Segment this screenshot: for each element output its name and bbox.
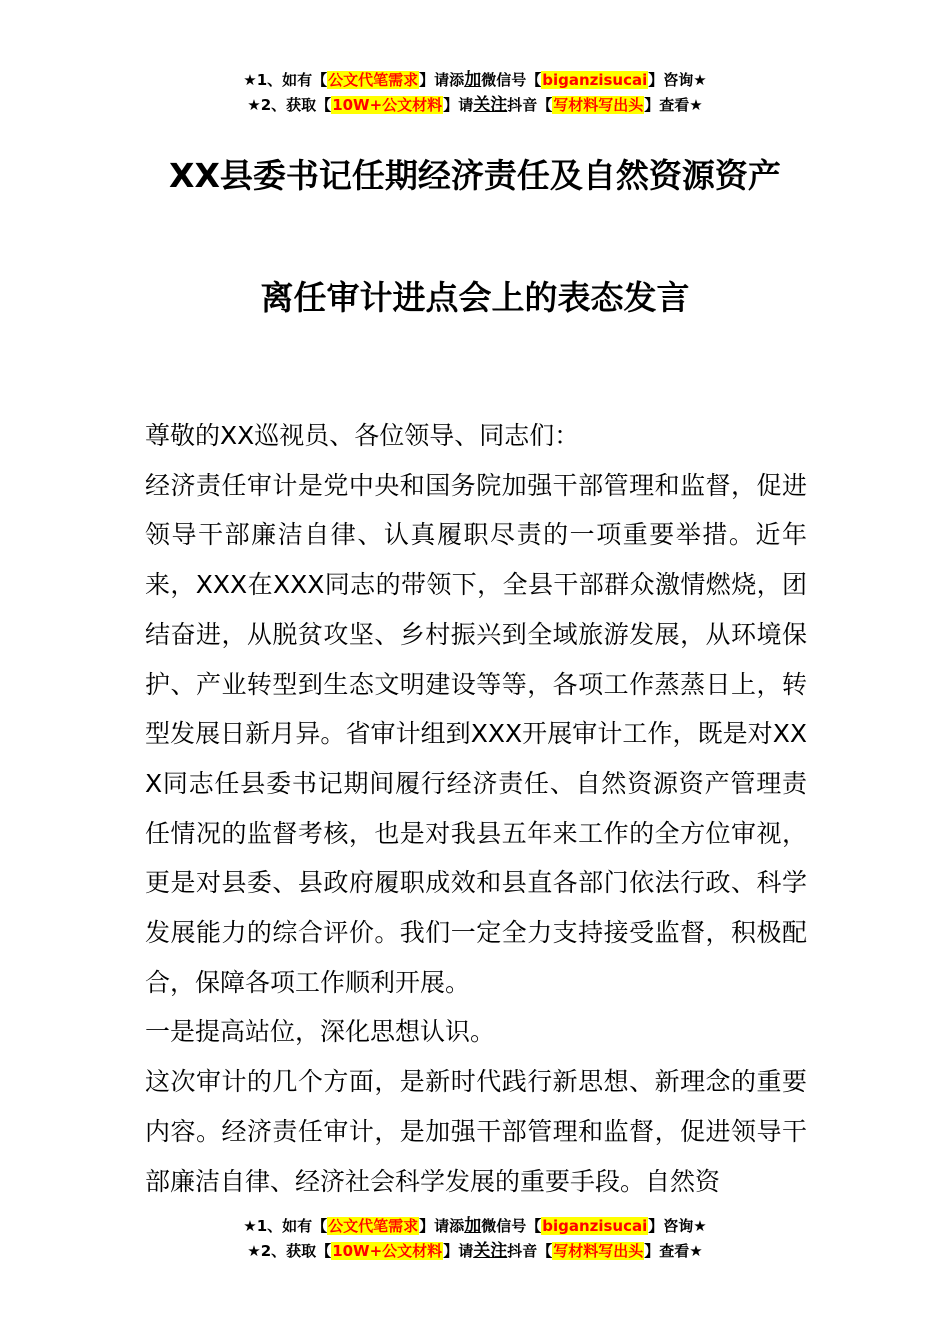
salutation: 尊敬的XX巡视员、各位领导、同志们： xyxy=(145,421,580,450)
banner-highlight: 写材料写出头 xyxy=(553,96,644,114)
body-paragraph: 这次审计的几个方面，是新时代践行新思想、新理念的重要内容。经济责任审计，是加强干部管理和监督，促进领导干部廉洁自律、经济社会科学发展的重要手段。自然资 xyxy=(145,1067,807,1196)
banner-underlined-text: 加 xyxy=(464,70,482,90)
header-banner-line-1 xyxy=(0,68,950,93)
banner-text: 微信号【 xyxy=(481,71,542,89)
banner-text: 抖音【 xyxy=(507,1242,553,1260)
header-banner-line-2 xyxy=(0,93,950,118)
banner-text: 】咨询★ xyxy=(648,71,707,89)
section-heading: 一是提高站位，深化思想认识。 xyxy=(145,1017,496,1047)
banner-text: 】查看★ xyxy=(644,96,703,114)
header-banner xyxy=(0,68,950,118)
banner-text: 】咨询★ xyxy=(648,1217,707,1235)
banner-text: ★1、如有【 xyxy=(243,1217,328,1235)
banner-text: ★1、如有【 xyxy=(243,71,328,89)
footer-banner xyxy=(0,1214,950,1264)
footer-banner-line-2 xyxy=(0,1239,950,1264)
footer-banner-line-1 xyxy=(0,1214,950,1239)
banner-underlined-text: 关注 xyxy=(473,1241,508,1261)
banner-highlight: biganzisucai xyxy=(542,1217,648,1235)
banner-underlined-text: 加 xyxy=(464,1216,482,1236)
banner-text: 】请 xyxy=(443,1242,474,1260)
banner-text: 抖音【 xyxy=(507,96,553,114)
banner-text: 】请添 xyxy=(419,71,465,89)
banner-text: 】查看★ xyxy=(644,1242,703,1260)
banner-text: ★2、获取【 xyxy=(247,96,332,114)
banner-highlight: biganzisucai xyxy=(542,71,648,89)
banner-text: 】请 xyxy=(443,96,474,114)
body-paragraph: 经济责任审计是党中央和国务院加强干部管理和监督，促进领导干部廉洁自律、认真履职尽责的一项重要举措。近年来，XXX在XXX同志的带领下，全县干部群众激情燃烧，团结奋进，从脱贫攻坚、乡村振兴到全域旅游发展，从环境保护、产业转型到生态文明建设等等，各项工作蒸蒸日上，转型发展日新月异。省审计组到XXX开展审计工作，既是对XXX同志任县委书记期间履行经济责任、自然资源资产管理责任情况的监督考核，也是对我县五年来工作的全方位审视，更是对县委、县政府履职成效和县直各部门依法行政、科学发展能力的综合评价。我们一定全力支持接受监督，积极配合，保障各项工作顺利开展。 xyxy=(145,470,807,997)
banner-underlined-text: 关注 xyxy=(473,95,508,115)
banner-highlight: 公文代笔需求 xyxy=(328,1217,419,1235)
banner-highlight: 公文代笔需求 xyxy=(328,71,419,89)
document-title-line-2: 离任审计进点会上的表态发言 xyxy=(260,278,690,317)
banner-text: ★2、获取【 xyxy=(247,1242,332,1260)
document-body xyxy=(145,411,807,1206)
banner-highlight: 10W+公文材料 xyxy=(332,96,443,114)
banner-text: 微信号【 xyxy=(481,1217,542,1235)
banner-text: 】请添 xyxy=(419,1217,465,1235)
document-title-line-1: XX县委书记任期经济责任及自然资源资产 xyxy=(169,156,781,195)
banner-highlight: 10W+公文材料 xyxy=(332,1242,443,1260)
banner-highlight: 写材料写出头 xyxy=(553,1242,644,1260)
